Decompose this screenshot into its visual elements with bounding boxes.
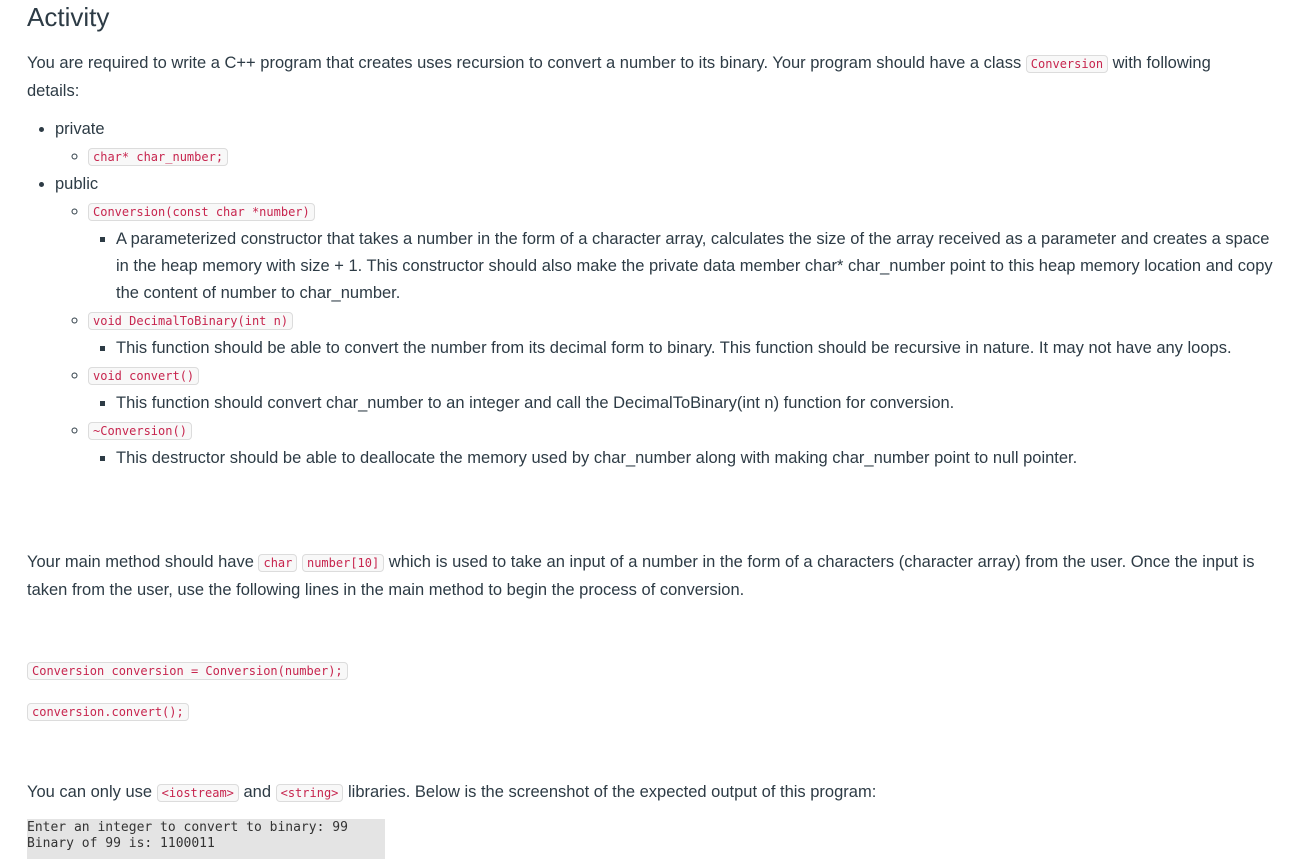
libs-text-middle: and <box>238 783 276 801</box>
intro-paragraph <box>27 50 1247 105</box>
convert-details <box>88 390 1285 417</box>
public-members <box>55 198 1285 472</box>
public-member-destructor <box>88 417 1285 472</box>
decimal-to-binary-code: void DecimalToBinary(int n) <box>88 312 293 330</box>
public-member-convert <box>88 362 1285 417</box>
intro-text-after: with following details: <box>27 54 1211 100</box>
convert-description: ▪ This function should convert char_number to an integer and call the DecimalToBinary(int n) function for conversion. <box>116 390 1285 417</box>
char-code: char <box>258 554 297 572</box>
constructor-details <box>88 226 1285 307</box>
destructor-description: ▪ This destructor should be able to deallocate the memory used by char_number along with making char_number point to null pointer. <box>116 445 1285 472</box>
public-label: public <box>55 175 99 193</box>
code-snippet-1 <box>27 660 348 681</box>
snippet-line-2: conversion.convert(); <box>27 703 189 721</box>
code-snippet-2 <box>27 701 189 722</box>
main-text-before: Your main method should have <box>27 553 259 571</box>
main-method-paragraph <box>27 549 1257 604</box>
constructor-description: ▪ A parameterized constructor that takes a number in the form of a character array, calculates the size of the array received as a parameter and creates a space in the heap memory with size + 1. This constructor should also make the private data member char* char_number point to this heap memory location and copy the content of number to char_number. <box>116 226 1285 307</box>
page-title: Activity <box>27 2 110 32</box>
number-array-code: number[10] <box>302 554 384 572</box>
private-member-code: char* char_number; <box>88 148 228 166</box>
convert-code: void convert() <box>88 367 199 385</box>
private-member-item <box>88 143 1285 171</box>
public-section <box>55 171 1285 472</box>
console-output-screenshot <box>27 819 385 859</box>
main-text-after: which is used to take an input of a number in the form of a characters (character array) from the user. Once the input is taken from the user, use the following lines in the main method to begin the process of conversion. <box>27 553 1255 599</box>
public-member-decimal-to-binary <box>88 307 1285 362</box>
class-members-list <box>27 116 1285 472</box>
libs-text-after: libraries. Below is the screenshot of the expected output of this program: <box>343 783 877 801</box>
public-member-constructor <box>88 198 1285 307</box>
console-line-1: Enter an integer to convert to binary: 99 <box>27 820 348 835</box>
class-name-code: Conversion <box>1026 55 1108 73</box>
snippet-line-1: Conversion conversion = Conversion(number); <box>27 662 348 680</box>
decimal-to-binary-description: ▪ This function should be able to convert the number from its decimal form to binary. This function should be recursive in nature. It may not have any loops. <box>116 335 1285 362</box>
constructor-code: Conversion(const char *number) <box>88 203 315 221</box>
private-section <box>55 116 1285 171</box>
private-members <box>55 143 1285 171</box>
libraries-paragraph <box>27 779 876 807</box>
iostream-code: <iostream> <box>157 784 239 802</box>
destructor-details <box>88 445 1285 472</box>
destructor-code: ~Conversion() <box>88 422 192 440</box>
intro-text-before: You are required to write a C++ program that creates uses recursion to convert a number to its binary. Your program should have a class <box>27 54 1026 72</box>
libs-text-before: You can only use <box>27 783 157 801</box>
private-label: private <box>55 120 105 138</box>
string-code: <string> <box>276 784 344 802</box>
decimal-to-binary-details <box>88 335 1285 362</box>
console-line-2: Binary of 99 is: 1100011 <box>27 836 215 851</box>
